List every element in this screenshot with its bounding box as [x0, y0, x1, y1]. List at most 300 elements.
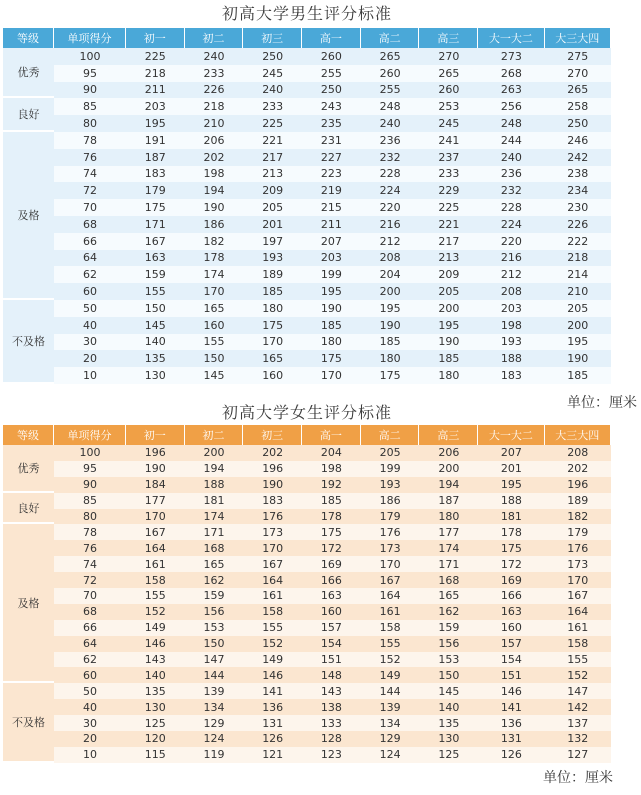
boys-value-cell: 130 [126, 367, 185, 384]
girls-value-cell: 141 [478, 699, 544, 715]
boys-value-cell: 224 [478, 216, 544, 233]
boys-value-cell: 220 [361, 199, 420, 216]
boys-score-cell: 85 [54, 98, 126, 115]
boys-score-cell: 64 [54, 250, 126, 267]
girls-value-cell: 164 [361, 588, 420, 604]
girls-header-row [3, 425, 611, 445]
girls-value-cell: 128 [302, 731, 361, 747]
boys-value-cell: 205 [243, 199, 302, 216]
boys-value-cell: 229 [419, 182, 478, 199]
boys-table-row [3, 300, 611, 317]
girls-value-cell: 185 [302, 493, 361, 509]
girls-value-cell: 148 [302, 667, 361, 683]
boys-value-cell: 183 [126, 166, 185, 183]
girls-value-cell: 196 [545, 477, 611, 493]
boys-value-cell: 198 [185, 166, 244, 183]
boys-table-body [3, 48, 611, 384]
girls-value-cell: 171 [185, 524, 244, 540]
boys-grade-cell: 及格 [3, 132, 54, 300]
boys-value-cell: 223 [302, 166, 361, 183]
boys-value-cell: 213 [243, 166, 302, 183]
boys-value-cell: 217 [419, 233, 478, 250]
boys-table-row [3, 266, 611, 283]
boys-table-row [3, 334, 611, 351]
girls-value-cell: 158 [126, 572, 185, 588]
boys-header-cell: 大一大二 [478, 28, 544, 48]
boys-table-row [3, 283, 611, 300]
girls-value-cell: 120 [126, 731, 185, 747]
girls-score-cell: 78 [54, 524, 126, 540]
girls-score-cell: 66 [54, 620, 126, 636]
boys-value-cell: 185 [243, 283, 302, 300]
boys-score-table [3, 28, 611, 384]
girls-header-cell: 等级 [3, 425, 54, 445]
boys-table-row [3, 65, 611, 82]
girls-value-cell: 129 [185, 715, 244, 731]
boys-value-cell: 175 [126, 199, 185, 216]
boys-header-cell: 初二 [185, 28, 244, 48]
girls-value-cell: 154 [478, 652, 544, 668]
boys-value-cell: 233 [243, 98, 302, 115]
girls-score-cell: 72 [54, 572, 126, 588]
boys-value-cell: 182 [185, 233, 244, 250]
boys-value-cell: 256 [478, 98, 544, 115]
girls-table-row [3, 620, 611, 636]
girls-value-cell: 146 [243, 667, 302, 683]
girls-table-row [3, 667, 611, 683]
boys-value-cell: 145 [126, 317, 185, 334]
boys-value-cell: 240 [361, 115, 420, 132]
girls-value-cell: 153 [419, 652, 478, 668]
girls-value-cell: 208 [545, 445, 611, 461]
boys-value-cell: 183 [478, 367, 544, 384]
boys-value-cell: 165 [185, 300, 244, 317]
boys-value-cell: 187 [126, 149, 185, 166]
girls-value-cell: 133 [302, 715, 361, 731]
girls-value-cell: 205 [361, 445, 420, 461]
boys-header-cell: 大三大四 [545, 28, 611, 48]
girls-value-cell: 176 [243, 509, 302, 525]
girls-value-cell: 180 [419, 509, 478, 525]
boys-value-cell: 180 [243, 300, 302, 317]
boys-value-cell: 222 [545, 233, 611, 250]
girls-header-cell: 初一 [126, 425, 185, 445]
girls-table-row [3, 747, 611, 763]
boys-table-row [3, 166, 611, 183]
girls-value-cell: 167 [545, 588, 611, 604]
girls-value-cell: 152 [243, 636, 302, 652]
girls-value-cell: 164 [545, 604, 611, 620]
boys-value-cell: 170 [302, 367, 361, 384]
girls-value-cell: 158 [545, 636, 611, 652]
boys-value-cell: 232 [361, 149, 420, 166]
girls-score-cell: 50 [54, 683, 126, 699]
girls-value-cell: 159 [419, 620, 478, 636]
girls-value-cell: 137 [545, 715, 611, 731]
girls-value-cell: 179 [361, 509, 420, 525]
girls-table-row [3, 445, 611, 461]
girls-value-cell: 190 [126, 461, 185, 477]
girls-header-cell: 大一大二 [478, 425, 544, 445]
boys-value-cell: 237 [419, 149, 478, 166]
girls-table-row [3, 461, 611, 477]
boys-score-cell: 66 [54, 233, 126, 250]
boys-value-cell: 227 [302, 149, 361, 166]
boys-table-row [3, 367, 611, 384]
girls-table-row [3, 493, 611, 509]
boys-value-cell: 185 [545, 367, 611, 384]
boys-table-title: 初高大学男生评分标准 [221, 4, 392, 23]
boys-score-cell: 70 [54, 199, 126, 216]
boys-value-cell: 140 [126, 334, 185, 351]
girls-value-cell: 207 [478, 445, 544, 461]
girls-value-cell: 188 [478, 493, 544, 509]
boys-value-cell: 210 [185, 115, 244, 132]
girls-value-cell: 129 [361, 731, 420, 747]
girls-value-cell: 152 [545, 667, 611, 683]
girls-value-cell: 164 [126, 540, 185, 556]
girls-header-cell: 高二 [361, 425, 420, 445]
girls-table-body [3, 445, 611, 763]
girls-value-cell: 135 [419, 715, 478, 731]
girls-score-cell: 74 [54, 556, 126, 572]
girls-value-cell: 162 [185, 572, 244, 588]
girls-score-cell: 80 [54, 509, 126, 525]
boys-header-cell: 高二 [361, 28, 420, 48]
girls-score-cell: 95 [54, 461, 126, 477]
boys-value-cell: 155 [126, 283, 185, 300]
boys-table-row [3, 250, 611, 267]
boys-value-cell: 163 [126, 250, 185, 267]
boys-value-cell: 216 [361, 216, 420, 233]
boys-value-cell: 220 [478, 233, 544, 250]
girls-value-cell: 150 [185, 636, 244, 652]
girls-value-cell: 169 [302, 556, 361, 572]
girls-value-cell: 146 [126, 636, 185, 652]
girls-value-cell: 123 [302, 747, 361, 763]
girls-value-cell: 156 [185, 604, 244, 620]
girls-score-cell: 64 [54, 636, 126, 652]
boys-value-cell: 243 [302, 98, 361, 115]
boys-header-row [3, 28, 611, 48]
boys-value-cell: 211 [126, 82, 185, 99]
boys-table-row [3, 132, 611, 149]
boys-value-cell: 212 [478, 266, 544, 283]
girls-value-cell: 135 [126, 683, 185, 699]
girls-table-row [3, 524, 611, 540]
boys-value-cell: 210 [545, 283, 611, 300]
boys-header-cell: 等级 [3, 28, 54, 48]
girls-value-cell: 177 [126, 493, 185, 509]
girls-value-cell: 126 [478, 747, 544, 763]
girls-value-cell: 149 [361, 667, 420, 683]
boys-value-cell: 248 [478, 115, 544, 132]
girls-score-cell: 90 [54, 477, 126, 493]
boys-table-row [3, 149, 611, 166]
boys-value-cell: 221 [243, 132, 302, 149]
girls-value-cell: 182 [545, 509, 611, 525]
girls-value-cell: 155 [361, 636, 420, 652]
girls-value-cell: 125 [419, 747, 478, 763]
boys-value-cell: 170 [243, 334, 302, 351]
boys-header-cell: 初一 [126, 28, 185, 48]
girls-value-cell: 167 [126, 524, 185, 540]
girls-value-cell: 125 [126, 715, 185, 731]
boys-value-cell: 205 [545, 300, 611, 317]
boys-value-cell: 135 [126, 350, 185, 367]
girls-value-cell: 202 [243, 445, 302, 461]
boys-value-cell: 202 [185, 149, 244, 166]
boys-value-cell: 265 [419, 65, 478, 82]
girls-value-cell: 146 [478, 683, 544, 699]
boys-score-cell: 90 [54, 82, 126, 99]
boys-value-cell: 218 [126, 65, 185, 82]
boys-value-cell: 246 [545, 132, 611, 149]
girls-value-cell: 206 [419, 445, 478, 461]
girls-value-cell: 132 [545, 731, 611, 747]
boys-value-cell: 200 [419, 300, 478, 317]
boys-header-cell: 高三 [419, 28, 478, 48]
boys-value-cell: 175 [243, 317, 302, 334]
girls-value-cell: 166 [478, 588, 544, 604]
boys-value-cell: 241 [419, 132, 478, 149]
girls-value-cell: 147 [545, 683, 611, 699]
boys-value-cell: 228 [478, 199, 544, 216]
boys-value-cell: 248 [361, 98, 420, 115]
girls-value-cell: 151 [478, 667, 544, 683]
girls-value-cell: 195 [478, 477, 544, 493]
girls-value-cell: 190 [243, 477, 302, 493]
boys-value-cell: 240 [185, 48, 244, 65]
girls-value-cell: 178 [478, 524, 544, 540]
girls-table-row [3, 652, 611, 668]
boys-value-cell: 190 [419, 334, 478, 351]
boys-value-cell: 213 [419, 250, 478, 267]
girls-value-cell: 153 [185, 620, 244, 636]
girls-value-cell: 142 [545, 699, 611, 715]
boys-value-cell: 209 [243, 182, 302, 199]
boys-value-cell: 236 [478, 166, 544, 183]
girls-value-cell: 173 [243, 524, 302, 540]
boys-table-row [3, 82, 611, 99]
girls-value-cell: 196 [243, 461, 302, 477]
girls-value-cell: 144 [361, 683, 420, 699]
boys-value-cell: 245 [243, 65, 302, 82]
girls-value-cell: 172 [478, 556, 544, 572]
boys-value-cell: 221 [419, 216, 478, 233]
girls-value-cell: 147 [185, 652, 244, 668]
girls-value-cell: 177 [419, 524, 478, 540]
boys-value-cell: 230 [545, 199, 611, 216]
girls-value-cell: 155 [243, 620, 302, 636]
girls-value-cell: 139 [185, 683, 244, 699]
boys-value-cell: 236 [361, 132, 420, 149]
boys-value-cell: 233 [419, 166, 478, 183]
boys-value-cell: 180 [361, 350, 420, 367]
girls-value-cell: 183 [243, 493, 302, 509]
girls-value-cell: 155 [545, 652, 611, 668]
girls-value-cell: 162 [419, 604, 478, 620]
girls-value-cell: 174 [419, 540, 478, 556]
girls-value-cell: 152 [126, 604, 185, 620]
boys-value-cell: 199 [302, 266, 361, 283]
girls-value-cell: 134 [185, 699, 244, 715]
boys-value-cell: 200 [545, 317, 611, 334]
boys-value-cell: 226 [185, 82, 244, 99]
boys-value-cell: 160 [243, 367, 302, 384]
boys-value-cell: 218 [185, 98, 244, 115]
boys-value-cell: 238 [545, 166, 611, 183]
boys-value-cell: 242 [545, 149, 611, 166]
girls-grade-cell: 及格 [3, 524, 54, 683]
girls-value-cell: 163 [302, 588, 361, 604]
boys-table-row [3, 98, 611, 115]
girls-value-cell: 170 [243, 540, 302, 556]
girls-standard-section [3, 400, 611, 789]
girls-value-cell: 124 [185, 731, 244, 747]
girls-table-row [3, 540, 611, 556]
girls-value-cell: 181 [478, 509, 544, 525]
boys-value-cell: 253 [419, 98, 478, 115]
boys-value-cell: 258 [545, 98, 611, 115]
boys-value-cell: 190 [185, 199, 244, 216]
boys-value-cell: 225 [243, 115, 302, 132]
boys-value-cell: 211 [302, 216, 361, 233]
boys-value-cell: 194 [185, 182, 244, 199]
boys-value-cell: 200 [361, 283, 420, 300]
boys-value-cell: 235 [302, 115, 361, 132]
girls-value-cell: 160 [302, 604, 361, 620]
girls-value-cell: 140 [419, 699, 478, 715]
girls-value-cell: 115 [126, 747, 185, 763]
girls-value-cell: 192 [302, 477, 361, 493]
girls-value-cell: 166 [302, 572, 361, 588]
boys-value-cell: 195 [361, 300, 420, 317]
boys-score-cell: 20 [54, 350, 126, 367]
boys-value-cell: 205 [419, 283, 478, 300]
boys-value-cell: 228 [361, 166, 420, 183]
boys-value-cell: 159 [126, 266, 185, 283]
girls-score-cell: 40 [54, 699, 126, 715]
girls-score-cell: 100 [54, 445, 126, 461]
girls-value-cell: 149 [243, 652, 302, 668]
boys-score-cell: 30 [54, 334, 126, 351]
boys-table-row [3, 199, 611, 216]
boys-value-cell: 255 [361, 82, 420, 99]
boys-value-cell: 189 [243, 266, 302, 283]
boys-table-row [3, 48, 611, 65]
boys-value-cell: 145 [185, 367, 244, 384]
boys-value-cell: 180 [302, 334, 361, 351]
boys-table-row [3, 233, 611, 250]
boys-value-cell: 203 [126, 98, 185, 115]
girls-value-cell: 170 [126, 509, 185, 525]
boys-value-cell: 226 [545, 216, 611, 233]
girls-value-cell: 158 [361, 620, 420, 636]
boys-value-cell: 225 [126, 48, 185, 65]
girls-value-cell: 174 [185, 509, 244, 525]
girls-value-cell: 193 [361, 477, 420, 493]
boys-standard-section [3, 0, 637, 416]
boys-value-cell: 245 [419, 115, 478, 132]
girls-value-cell: 124 [361, 747, 420, 763]
boys-value-cell: 195 [419, 317, 478, 334]
girls-value-cell: 200 [185, 445, 244, 461]
girls-value-cell: 149 [126, 620, 185, 636]
girls-value-cell: 176 [545, 540, 611, 556]
girls-value-cell: 181 [185, 493, 244, 509]
boys-value-cell: 268 [478, 65, 544, 82]
girls-value-cell: 127 [545, 747, 611, 763]
girls-value-cell: 161 [361, 604, 420, 620]
boys-value-cell: 270 [419, 48, 478, 65]
boys-value-cell: 171 [126, 216, 185, 233]
girls-value-cell: 165 [185, 556, 244, 572]
girls-value-cell: 204 [302, 445, 361, 461]
boys-score-cell: 40 [54, 317, 126, 334]
girls-value-cell: 167 [243, 556, 302, 572]
boys-value-cell: 190 [361, 317, 420, 334]
girls-value-cell: 143 [302, 683, 361, 699]
boys-value-cell: 206 [185, 132, 244, 149]
boys-value-cell: 224 [361, 182, 420, 199]
boys-value-cell: 240 [478, 149, 544, 166]
girls-value-cell: 119 [185, 747, 244, 763]
boys-value-cell: 260 [302, 48, 361, 65]
boys-value-cell: 263 [478, 82, 544, 99]
boys-score-cell: 10 [54, 367, 126, 384]
boys-grade-cell: 良好 [3, 98, 54, 132]
girls-table-row [3, 699, 611, 715]
boys-value-cell: 244 [478, 132, 544, 149]
girls-value-cell: 160 [478, 620, 544, 636]
girls-value-cell: 163 [478, 604, 544, 620]
girls-value-cell: 161 [243, 588, 302, 604]
boys-value-cell: 217 [243, 149, 302, 166]
boys-value-cell: 250 [302, 82, 361, 99]
boys-value-cell: 190 [545, 350, 611, 367]
boys-value-cell: 197 [243, 233, 302, 250]
boys-grade-cell: 不及格 [3, 300, 54, 384]
girls-value-cell: 168 [419, 572, 478, 588]
girls-score-cell: 20 [54, 731, 126, 747]
girls-table-row [3, 604, 611, 620]
girls-header-cell: 高一 [302, 425, 361, 445]
boys-table-row [3, 115, 611, 132]
boys-value-cell: 191 [126, 132, 185, 149]
girls-value-cell: 154 [302, 636, 361, 652]
boys-value-cell: 203 [478, 300, 544, 317]
boys-value-cell: 265 [545, 82, 611, 99]
girls-value-cell: 170 [545, 572, 611, 588]
boys-value-cell: 260 [419, 82, 478, 99]
girls-header-cell: 初三 [243, 425, 302, 445]
girls-value-cell: 194 [185, 461, 244, 477]
girls-value-cell: 140 [126, 667, 185, 683]
girls-value-cell: 200 [419, 461, 478, 477]
girls-value-cell: 136 [478, 715, 544, 731]
boys-value-cell: 232 [478, 182, 544, 199]
boys-value-cell: 155 [185, 334, 244, 351]
girls-value-cell: 130 [126, 699, 185, 715]
boys-value-cell: 180 [419, 367, 478, 384]
boys-value-cell: 214 [545, 266, 611, 283]
girls-value-cell: 139 [361, 699, 420, 715]
girls-value-cell: 196 [126, 445, 185, 461]
boys-value-cell: 195 [545, 334, 611, 351]
boys-value-cell: 179 [126, 182, 185, 199]
boys-value-cell: 270 [545, 65, 611, 82]
